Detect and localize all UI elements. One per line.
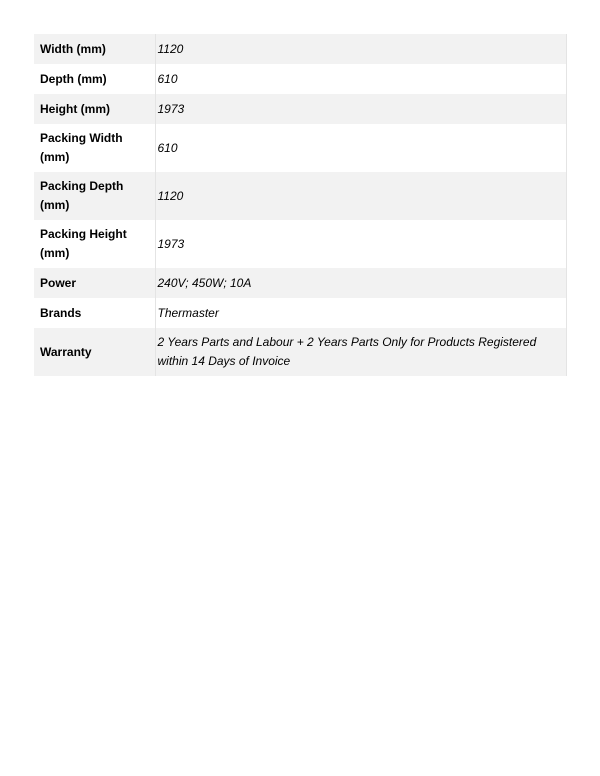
- spec-row-packing-width: [34, 124, 566, 172]
- spec-row-packing-height: [34, 220, 566, 268]
- spec-label: Height (mm): [34, 94, 155, 124]
- spec-value: Thermaster: [155, 298, 566, 328]
- spec-label: Packing Depth (mm): [34, 172, 155, 220]
- spec-row-width: [34, 34, 566, 64]
- spec-label: Power: [34, 268, 155, 298]
- spec-label: Warranty: [34, 328, 155, 376]
- spec-value: 2 Years Parts and Labour + 2 Years Parts Only for Products Registered within 14 Days of Invoice: [155, 328, 566, 376]
- spec-row-warranty: [34, 328, 566, 376]
- spec-value: 1973: [155, 94, 566, 124]
- spec-label: Packing Height (mm): [34, 220, 155, 268]
- spec-row-power: [34, 268, 566, 298]
- spec-label: Depth (mm): [34, 64, 155, 94]
- spec-label: Width (mm): [34, 34, 155, 64]
- specifications-table: [34, 34, 567, 376]
- spec-row-height: [34, 94, 566, 124]
- spec-value: 240V; 450W; 10A: [155, 268, 566, 298]
- spec-value: 1973: [155, 220, 566, 268]
- spec-row-packing-depth: [34, 172, 566, 220]
- spec-value: 1120: [155, 172, 566, 220]
- spec-row-depth: [34, 64, 566, 94]
- spec-row-brands: [34, 298, 566, 328]
- spec-value: 1120: [155, 34, 566, 64]
- spec-label: Brands: [34, 298, 155, 328]
- spec-label: Packing Width (mm): [34, 124, 155, 172]
- spec-value: 610: [155, 64, 566, 94]
- spec-value: 610: [155, 124, 566, 172]
